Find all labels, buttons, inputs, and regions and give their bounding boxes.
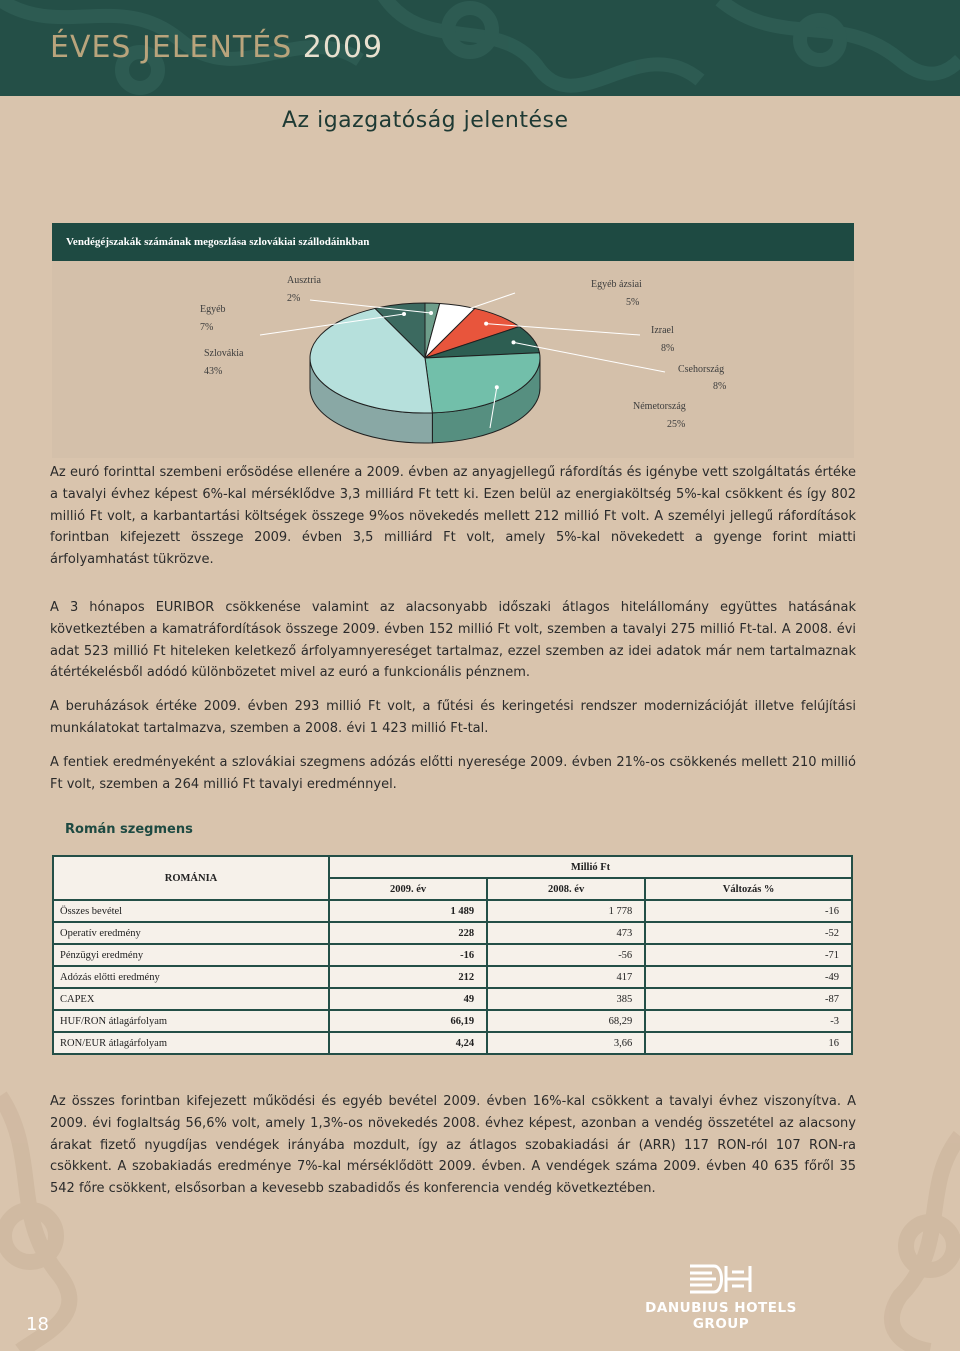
value-change: -3 (645, 1010, 852, 1032)
value-change: -52 (645, 922, 852, 944)
value-change: -71 (645, 944, 852, 966)
value-csehorszag: 8% (713, 381, 727, 392)
chart-title: Vendégéjszakák számának megoszlása szlovákiai szállodáinkban (52, 223, 854, 261)
paragraph-1: Az euró forinttal szembeni erősödése ellenére a 2009. évben az anyagjellegű ráfordítás és igénybe vett szolgáltatás értéke a tavalyi évhez képest 6%-kal mérséklődve 3,3 milliárd Ft tett ki. Ezen belül az energiaköltség 5%-kal csökkent és így 802 millió Ft volt, a karbantartási költségek összege 9%os növekedés mellett 212 millió Ft volt. A személyi jellegű ráfordítások forintban kifejezett összege 2009. évben 3,5 milliárd Ft volt, amely 5%-kal növekedett a gyenge forint miatti árfolyamhatást tükrözve. (50, 465, 856, 568)
logo-name-line2: GROUP (692, 1316, 750, 1332)
value-izrael: 8% (661, 343, 675, 354)
romania-table (52, 855, 853, 1055)
value-2009: 49 (329, 988, 487, 1010)
leader-dot-egyéb-ázsiai (450, 313, 454, 317)
company-logo (628, 1262, 814, 1332)
label-egyeb: Egyéb (200, 304, 226, 315)
value-szlovakia: 43% (204, 366, 223, 377)
value-change: -16 (645, 900, 852, 922)
row-label: RON/EUR átlagárfolyam (53, 1032, 329, 1054)
document-year: 2009 (302, 30, 384, 65)
leader-dot-németország (495, 385, 499, 389)
leader-dot-egyéb (402, 312, 406, 316)
col-header-2008: 2008. év (487, 878, 645, 900)
row-label: Pénzügyi eredmény (53, 944, 329, 966)
table-row (53, 1010, 852, 1032)
paragraph-4: A fentiek eredményeként a szlovákiai szegmens adózás előtti nyeresége 2009. évben 21%-os csökkenés mellett 210 millió Ft volt, szemben a 264 millió Ft tavalyi eredménnyel. (50, 755, 856, 792)
value-change: 16 (645, 1032, 852, 1054)
col-header-change: Változás % (645, 878, 852, 900)
page-number: 18 (26, 1314, 49, 1335)
table-row (53, 1032, 852, 1054)
row-label: Összes bevétel (53, 900, 329, 922)
value-nemetorszag: 25% (667, 419, 686, 430)
paragraph-5: Az összes forintban kifejezett működési és egyéb bevétel 2009. évben 16%-kal csökkent a tavalyi évhez viszonyítva. A 2009. évi foglaltság 56,6% volt, amely 1,3%-os növekedés 2008. évhez képest, azonban a vendég összetétel az alacsony árakat fizető nyugdíjas vendégek irányába mozdult, így az átlagos szobakiadási ár (ARR) 117 RON-ról 107 RON-ra csökkent. A szobakiadás eredménye 7%-kal mérséklődött 2009. évben. A vendégek száma 2009. évben 40 635 főről 35 542 főre csökkent, elsősorban a kevesebb szabadidős és konferencia vendég következtében. (50, 1094, 856, 1197)
value-2009: -16 (329, 944, 487, 966)
value-egyeb: 7% (200, 322, 214, 333)
table-row (53, 900, 852, 922)
value-2009: 212 (329, 966, 487, 988)
col-header-2009: 2009. év (329, 878, 487, 900)
table-row (53, 988, 852, 1010)
label-nemetorszag: Németország (633, 401, 686, 412)
value-2008: 417 (487, 966, 645, 988)
paragraph-2: A 3 hónapos EURIBOR csökkenése valamint az alacsonyabb időszaki átlagos hitelállomány együttes hatásának következtében a kamatráfordítások összege 2009. évben 152 millió Ft volt, szemben a tavalyi 275 millió Ft-tal. A 2008. évi adat 523 millió Ft hiteleken keletkező árfolyamnyereséget tartalmaz, ezzel szemben az idei adatok már nem tartalmaznak átértékelésből adódó különbözetet mivel az euró a funkcionális pénznem. (50, 600, 856, 681)
label-ausztria: Ausztria (287, 275, 321, 286)
value-2008: 473 (487, 922, 645, 944)
leader-dot-ausztria (429, 311, 433, 315)
table-row (53, 966, 852, 988)
leader-dot-csehország (511, 340, 515, 344)
row-label: CAPEX (53, 988, 329, 1010)
label-egyeb-azsiai: Egyéb ázsiai (591, 279, 642, 290)
value-change: -87 (645, 988, 852, 1010)
value-2009: 4,24 (329, 1032, 487, 1054)
label-szlovakia: Szlovákia (204, 348, 244, 359)
value-2008: 3,66 (487, 1032, 645, 1054)
value-egyeb-azsiai: 5% (626, 297, 640, 308)
value-2009: 1 489 (329, 900, 487, 922)
logo-name-line1: DANUBIUS HOTELS (645, 1300, 797, 1316)
pie-chart (0, 0, 960, 470)
table-row (53, 944, 852, 966)
section-heading: Román szegmens (65, 822, 193, 837)
value-ausztria: 2% (287, 293, 301, 304)
row-label: Operatív eredmény (53, 922, 329, 944)
row-label: HUF/RON átlagárfolyam (53, 1010, 329, 1032)
value-2008: 1 778 (487, 900, 645, 922)
value-2009: 228 (329, 922, 487, 944)
value-2008: 385 (487, 988, 645, 1010)
table-unit: Millió Ft (329, 856, 852, 878)
page-title: Az igazgatóság jelentése (282, 108, 569, 133)
value-change: -49 (645, 966, 852, 988)
label-csehorszag: Csehország (678, 364, 725, 375)
table-corner: ROMÁNIA (53, 856, 329, 900)
value-2008: 68,29 (487, 1010, 645, 1032)
leader-dot-izrael (484, 322, 488, 326)
dh-logo-icon (686, 1262, 756, 1296)
paragraph-3: A beruházások értéke 2009. évben 293 millió Ft volt, a fűtési és keringetési rendszer modernizációját illetve felújítási munkálatokat tartalmazva, szemben a 2008. évi 1 423 millió Ft-tal. (50, 699, 856, 736)
table-row (53, 922, 852, 944)
row-label: Adózás előtti eredmény (53, 966, 329, 988)
value-2008: -56 (487, 944, 645, 966)
document-title-text: ÉVES JELENTÉS (50, 30, 293, 65)
value-2009: 66,19 (329, 1010, 487, 1032)
label-izrael: Izrael (651, 325, 674, 336)
